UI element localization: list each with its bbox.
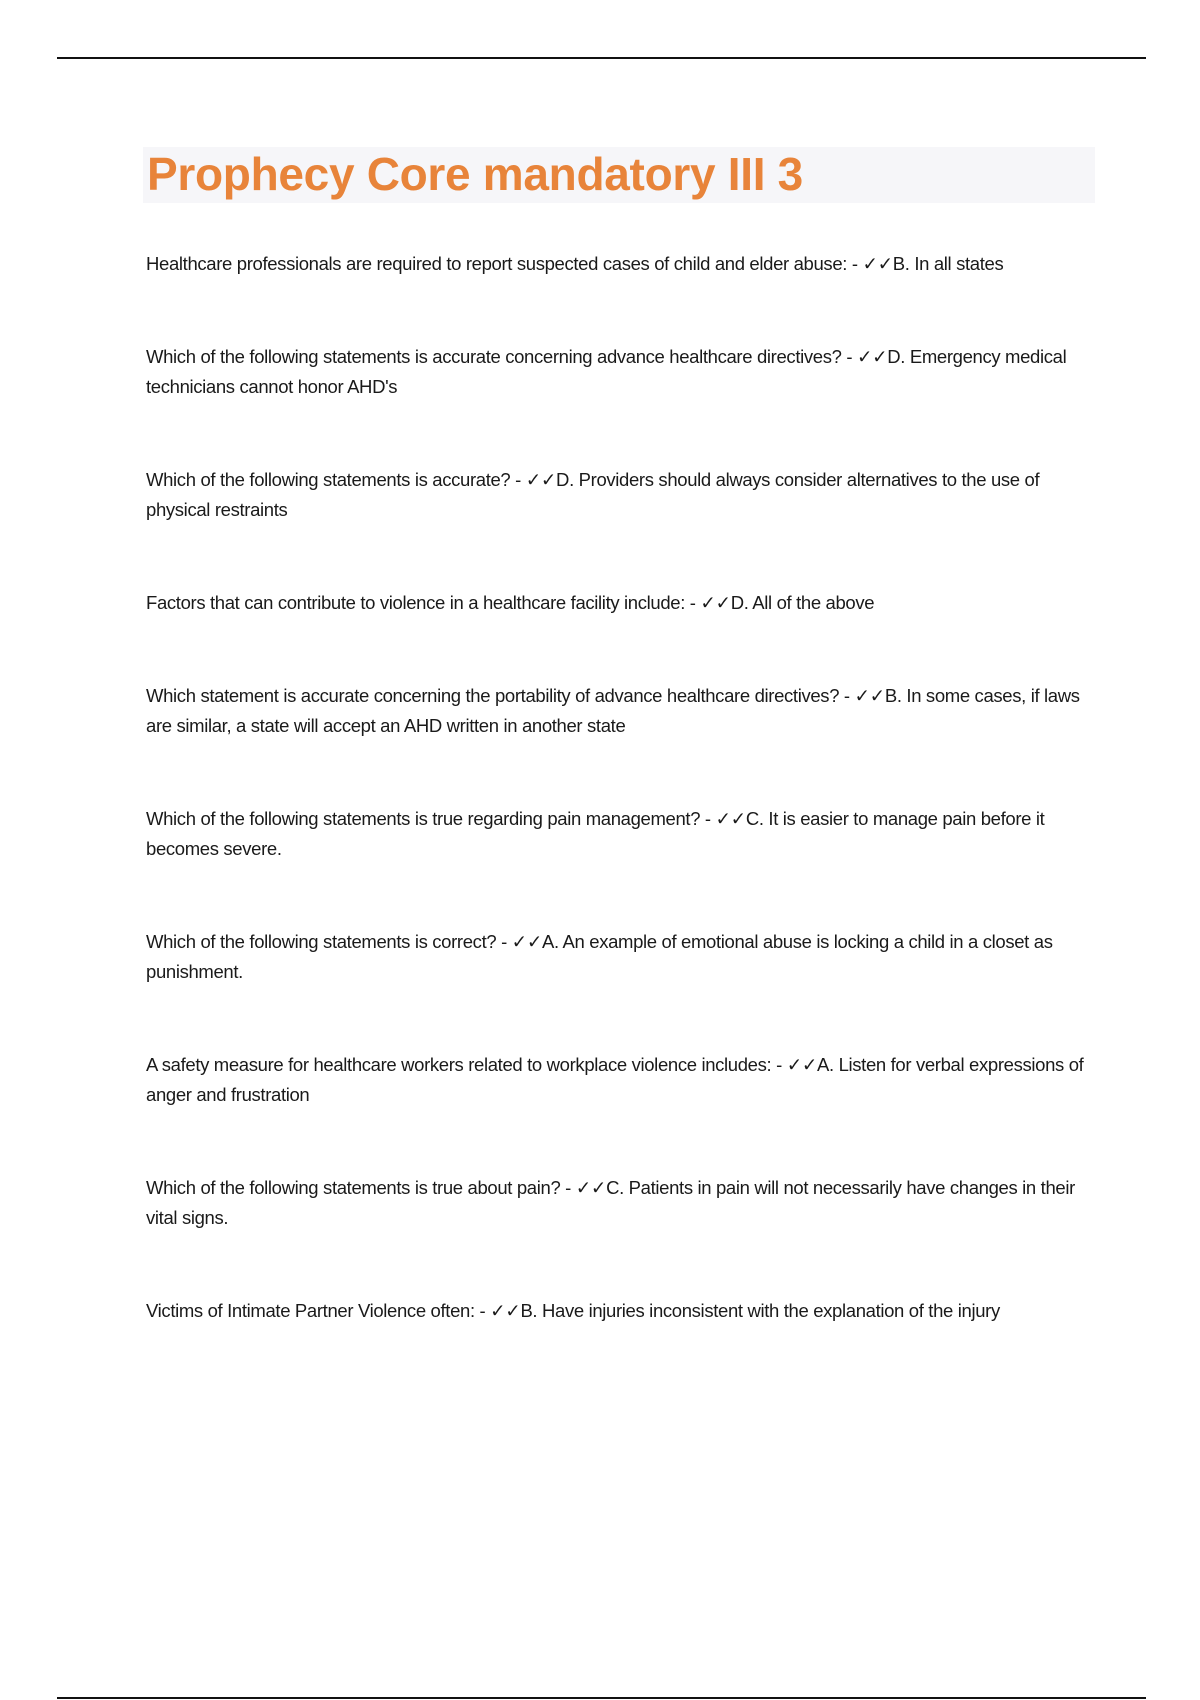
qa-item: Which of the following statements is true about pain? - ✓✓C. Patients in pain will not necessarily have changes in their vital signs.: [146, 1177, 1075, 1228]
qa-item: Factors that can contribute to violence in a healthcare facility include: - ✓✓D. All of the above: [146, 592, 875, 613]
qa-item: Victims of Intimate Partner Violence often: - ✓✓B. Have injuries inconsistent with the explanation of the injury: [146, 1300, 1000, 1321]
document-title: Prophecy Core mandatory III 3: [147, 148, 803, 200]
qa-item: Which of the following statements is accurate? - ✓✓D. Providers should always consider alternatives to the use of physical restraints: [146, 469, 1040, 520]
qa-item: Which of the following statements is correct? - ✓✓A. An example of emotional abuse is locking a child in a closet as punishment.: [146, 931, 1053, 982]
qa-list: [146, 249, 1096, 1389]
qa-item: A safety measure for healthcare workers related to workplace violence includes: - ✓✓A. Listen for verbal expressions of anger and frustration: [146, 1054, 1084, 1105]
footer-rule: [57, 1697, 1146, 1699]
qa-item: Healthcare professionals are required to report suspected cases of child and elder abuse: - ✓✓B. In all states: [146, 253, 1004, 274]
header-rule: [57, 57, 1146, 59]
qa-item: Which of the following statements is true regarding pain management? - ✓✓C. It is easier to manage pain before it becomes severe.: [146, 808, 1045, 859]
qa-item: Which statement is accurate concerning the portability of advance healthcare directives? - ✓✓B. In some cases, if laws are similar, a state will accept an AHD written in another state: [146, 685, 1080, 736]
qa-item: Which of the following statements is accurate concerning advance healthcare directives? - ✓✓D. Emergency medical technicians cannot honor AHD's: [146, 346, 1067, 397]
